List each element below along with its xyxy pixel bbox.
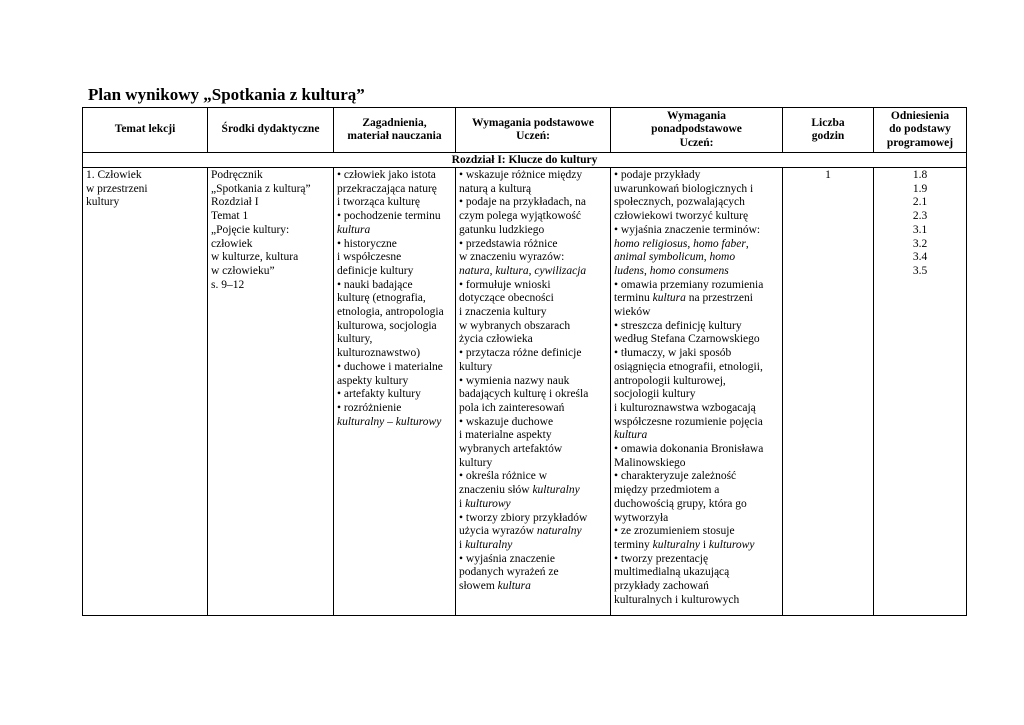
text-run: , [745, 237, 749, 250]
text-run: , [528, 264, 535, 277]
cell-line [614, 265, 779, 279]
text-run: badających kulturę i określa [459, 388, 589, 401]
cell-line: w przestrzeni [86, 182, 148, 195]
cell-hours: 1 [783, 168, 874, 616]
text-run: słowem [459, 580, 498, 593]
cell-line [459, 429, 607, 443]
cell-line [614, 553, 779, 567]
header-line: Temat lekcji [114, 123, 176, 136]
text-run: pola ich zainteresowań [459, 401, 565, 414]
cell-line [459, 238, 607, 252]
text-run: • nauki badające [337, 278, 413, 291]
cell-line [614, 429, 779, 443]
text-run: i [459, 538, 466, 551]
text-run: kulturowa, socjologia [337, 319, 437, 332]
cell-line [337, 375, 452, 389]
header-hours [783, 108, 874, 153]
text-run: • wskazuje różnice między [459, 169, 583, 181]
cell-line: 3.2 [912, 237, 928, 250]
header-line: Wymagania [667, 109, 726, 122]
text-run: kultury [459, 456, 493, 469]
text-run: • człowiek jako istota [337, 169, 436, 181]
text-run: i [459, 497, 466, 510]
italic-term: ludens [614, 264, 645, 277]
cell-line [459, 183, 607, 197]
text-run: • charakteryzuje zależność [614, 470, 737, 483]
italic-term: homo religiosus [614, 237, 688, 250]
text-run: wybranych artefaktów [459, 443, 563, 456]
cell-line [459, 553, 607, 567]
cell-line [337, 196, 452, 210]
text-run: kultury [459, 360, 493, 373]
cell-advanced-requirements [611, 168, 783, 616]
header-line: Środki dydaktyczne [221, 123, 320, 136]
italic-term: kultura [337, 223, 371, 236]
text-run: antropologii kulturowej, [614, 374, 726, 387]
cell-line: kultury [86, 196, 120, 209]
cell-line [459, 498, 607, 512]
text-run: znaczeniu słów [459, 484, 533, 497]
text-run: , [703, 251, 710, 264]
cell-line [459, 292, 607, 306]
italic-term: kultura [652, 292, 686, 305]
italic-term: kulturalny – kulturowy [337, 415, 442, 428]
text-run: • wymienia nazwy nauk [459, 374, 570, 387]
cell-line [337, 333, 452, 347]
cell-line [459, 566, 607, 580]
cell-line [459, 470, 607, 484]
italic-term: kultura [497, 580, 531, 593]
cell-line [337, 279, 452, 293]
text-run: duchowością grupy, która go [614, 497, 747, 510]
cell-line [459, 443, 607, 457]
text-run: • przytacza różne definicje [459, 347, 582, 360]
text-run: multimedialną ukazującą [614, 566, 730, 579]
cell-line [459, 210, 607, 224]
cell-line [614, 443, 779, 457]
cell-line [459, 279, 607, 293]
header-advanced-requirements [611, 108, 783, 153]
text-run: podanych wyrażeń ze [459, 566, 559, 579]
cell-line [337, 265, 452, 279]
cell-line [337, 320, 452, 334]
cell-line [459, 375, 607, 389]
cell-line [459, 388, 607, 402]
text-run: socjologii kultury [614, 388, 696, 401]
header-line: Odniesienia [890, 109, 950, 122]
cell-line [614, 484, 779, 498]
cell-line: w kulturze, kultura [211, 251, 299, 264]
italic-term: kulturalny [465, 538, 513, 551]
cell-line [337, 347, 452, 361]
cell-line: „Pojęcie kultury: [211, 223, 290, 236]
header-curriculum-references [874, 108, 967, 153]
text-run: definicje kultury [337, 264, 414, 277]
text-run: • podaje przykłady [614, 169, 701, 181]
italic-term: kultura [495, 264, 529, 277]
text-run: etnologia, antropologia [337, 306, 444, 319]
text-run: i kulturoznawstwa wzbogacają [614, 401, 756, 414]
text-run: • ze zrozumieniem stosuje [614, 525, 735, 538]
lesson-plan-table [82, 107, 967, 616]
cell-line [614, 238, 779, 252]
text-run: aspekty kultury [337, 374, 409, 387]
cell-line [614, 512, 779, 526]
text-run: osiągnięcia etnografii, etnologii, [614, 360, 763, 373]
cell-line [337, 251, 452, 265]
cell-line [459, 306, 607, 320]
text-run: i materialne aspekty [459, 429, 552, 442]
text-run: i współczesne [337, 251, 402, 264]
cell-line [459, 361, 607, 375]
cell-line [337, 402, 452, 416]
cell-line: 2.3 [912, 210, 928, 223]
text-run: • tworzy zbiory przykładów [459, 511, 588, 524]
cell-topic [83, 168, 208, 616]
cell-line [337, 292, 452, 306]
header-materials [208, 108, 334, 153]
text-run: kulturalnych i kulturowych [614, 593, 740, 606]
italic-term: naturalny [536, 525, 582, 538]
cell-line [459, 416, 607, 430]
cell-line [459, 347, 607, 361]
cell-line [337, 210, 452, 224]
cell-line [614, 470, 779, 484]
italic-term: animal symbolicum [614, 251, 704, 264]
text-run: • pochodzenie terminu [337, 210, 441, 223]
cell-line: 2.1 [912, 196, 928, 209]
cell-line [459, 265, 607, 279]
header-line: Liczba [811, 116, 845, 129]
cell-line [614, 347, 779, 361]
text-run: • tworzy prezentację [614, 552, 709, 565]
header-line: do podstawy [889, 123, 951, 136]
cell-basic-requirements [456, 168, 611, 616]
cell-line [614, 279, 779, 293]
header-line: Uczeń: [516, 130, 550, 142]
text-run: • określa różnice w [459, 470, 548, 483]
header-line: programowej [886, 136, 954, 149]
cell-line [614, 539, 779, 553]
cell-line [614, 566, 779, 580]
header-line: Uczeń: [679, 136, 714, 149]
text-run: użycia wyrazów [459, 525, 537, 538]
cell-curriculum-references [874, 168, 967, 616]
italic-term: homo consumens [649, 264, 729, 277]
cell-line [459, 196, 607, 210]
text-run: człowiekowi tworzyć kulturę [614, 210, 749, 223]
text-run: przykłady zachowań [614, 580, 709, 593]
cell-line: 1. Człowiek [86, 169, 142, 181]
text-run: • artefakty kultury [337, 388, 421, 401]
text-run: • przedstawia różnice [459, 237, 558, 250]
text-run: na przestrzeni [685, 292, 753, 305]
cell-line [614, 580, 779, 594]
text-run: kultury, [337, 333, 373, 346]
cell-line: s. 9–12 [211, 278, 245, 291]
text-run: • duchowe i materialne [337, 360, 443, 373]
cell-line [614, 525, 779, 539]
text-run: • wyjaśnia znaczenie [459, 552, 555, 565]
cell-line: „Spotkania z kulturą” [211, 182, 311, 195]
cell-line [459, 333, 607, 347]
text-run: • historyczne [337, 237, 397, 250]
header-basic-requirements [456, 108, 611, 153]
cell-line: w człowieku” [211, 264, 275, 277]
cell-line [614, 196, 779, 210]
cell-line [614, 402, 779, 416]
text-run: uwarunkowań biologicznych i [614, 182, 754, 195]
text-run: • podaje na przykładach, na [459, 196, 586, 209]
cell-line [459, 539, 607, 553]
cell-line [614, 498, 779, 512]
text-run: kulturę (etnografia, [337, 292, 426, 305]
header-line: godzin [811, 130, 845, 142]
italic-term: natura [459, 264, 490, 277]
text-run: terminu [614, 292, 653, 305]
text-run: , [489, 264, 496, 277]
cell-line [337, 361, 452, 375]
text-run: według Stefana Czarnowskiego [614, 333, 760, 346]
text-run: i znaczenia kultury [459, 306, 547, 319]
cell-line: 3.5 [912, 264, 928, 277]
cell-line [459, 224, 607, 238]
cell-line: człowiek [211, 237, 253, 250]
text-run: i [699, 538, 709, 551]
italic-term: kulturalny [532, 484, 580, 497]
cell-line: 3.1 [912, 223, 928, 236]
cell-line: 3.4 [912, 251, 928, 264]
section-title: Rozdział I: Klucze do kultury [83, 153, 967, 168]
cell-line: 1.8 [912, 169, 928, 181]
text-run: Malinowskiego [614, 456, 686, 469]
header-line: Wymagania podstawowe [472, 116, 594, 129]
cell-line [337, 238, 452, 252]
text-run: dotyczące obecności [459, 292, 554, 305]
text-run: czym polega wyjątkowość [459, 210, 581, 223]
cell-line [459, 320, 607, 334]
cell-line [459, 251, 607, 265]
text-run: gatunku ludzkiego [459, 223, 545, 236]
text-run: społecznych, pozwalających [614, 196, 745, 209]
text-run: • wskazuje duchowe [459, 415, 554, 428]
italic-term: kultura [614, 429, 648, 442]
document-title: Plan wynikowy „Spotkania z kulturą” [88, 85, 365, 104]
header-line: Zagadnienia, [362, 116, 427, 129]
cell-line [337, 183, 452, 197]
cell-line [337, 306, 452, 320]
cell-issues [334, 168, 456, 616]
cell-line [459, 580, 607, 594]
cell-line [337, 388, 452, 402]
cell-line [459, 457, 607, 471]
cell-line [459, 402, 607, 416]
cell-line [614, 388, 779, 402]
cell-line [459, 512, 607, 526]
cell-line: Rozdział I [211, 196, 259, 209]
cell-line [614, 457, 779, 471]
text-run: wieków [614, 306, 651, 319]
cell-line [614, 292, 779, 306]
italic-term: kulturowy [708, 538, 755, 551]
cell-line: Temat 1 [211, 210, 249, 223]
cell-materials [208, 168, 334, 616]
cell-line [614, 320, 779, 334]
cell-line [614, 416, 779, 430]
text-run: terminy [614, 538, 653, 551]
italic-term: homo faber [693, 237, 746, 250]
text-run: między przedmiotem a [614, 484, 720, 497]
text-run: kulturoznawstwo) [337, 347, 421, 360]
italic-term: kulturalny [652, 538, 700, 551]
cell-line [614, 375, 779, 389]
text-run: • streszcza definicję kultury [614, 319, 742, 332]
cell-line [614, 594, 779, 608]
cell-line [459, 484, 607, 498]
text-run: • omawia dokonania Bronisława [614, 443, 764, 456]
cell-line [614, 224, 779, 238]
cell-line [459, 525, 607, 539]
section-row [83, 153, 967, 168]
cell-line [459, 169, 607, 183]
text-run: • formułuje wnioski [459, 278, 551, 291]
italic-term: kulturowy [465, 497, 511, 510]
header-row [83, 108, 967, 153]
text-run: przekraczająca naturę [337, 182, 437, 195]
cell-line [614, 210, 779, 224]
text-run: życia człowieka [459, 333, 533, 346]
header-line: ponadpodstawowe [651, 123, 742, 136]
cell-line: Podręcznik [211, 169, 263, 181]
table-row [83, 168, 967, 616]
text-run: w znaczeniu wyrazów: [459, 251, 565, 264]
header-issues [334, 108, 456, 153]
header-line: materiał nauczania [347, 130, 442, 142]
text-run: naturą a kulturą [459, 182, 532, 195]
text-run: • wyjaśnia znaczenie terminów: [614, 223, 761, 236]
text-run: wytworzyła [614, 511, 669, 524]
text-run: w wybranych obszarach [459, 319, 571, 332]
text-run: • tłumaczy, w jaki sposób [614, 347, 732, 360]
text-run: , [644, 264, 650, 277]
italic-term: cywilizacja [534, 264, 587, 277]
cell-line [614, 361, 779, 375]
text-run: • rozróżnienie [337, 401, 402, 414]
cell-line [614, 169, 779, 183]
cell-line [337, 169, 452, 183]
cell-line [614, 251, 779, 265]
text-run: i tworząca kulturę [337, 196, 421, 209]
cell-line: 1.9 [912, 182, 928, 195]
text-run: , [687, 237, 694, 250]
header-topic [83, 108, 208, 153]
cell-line [614, 306, 779, 320]
cell-line [337, 416, 452, 430]
text-run: współczesne rozumienie pojęcia [614, 415, 763, 428]
italic-term: homo [709, 251, 736, 264]
cell-line [614, 183, 779, 197]
cell-line [337, 224, 452, 238]
text-run: • omawia przemiany rozumienia [614, 278, 764, 291]
cell-line [614, 333, 779, 347]
